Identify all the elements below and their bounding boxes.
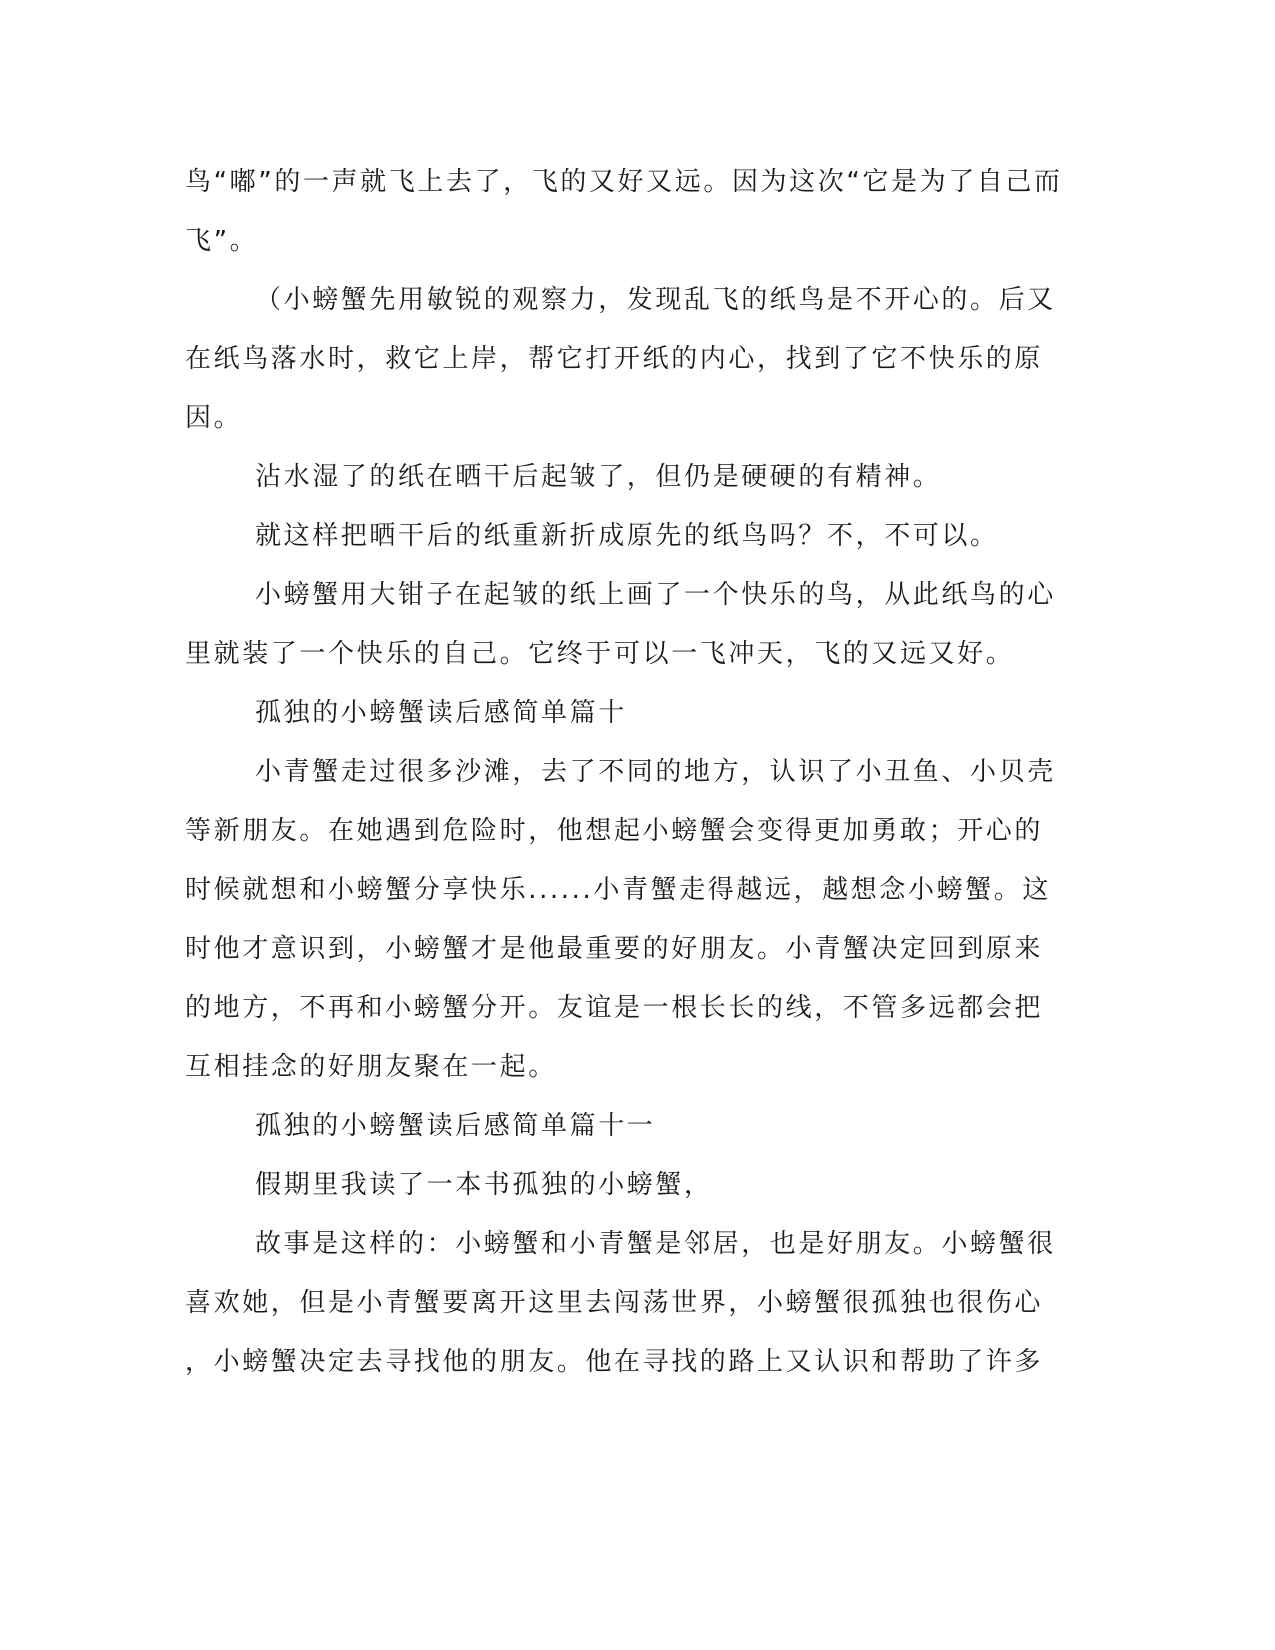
- paragraph-start: （小螃蟹先用敏锐的观察力，发现乱飞的纸鸟是不开心的。后又: [255, 285, 1056, 315]
- text-line: 喜欢她，但是小青蟹要离开这里去闯荡世界，小螃蟹很孤独也很伤心: [185, 1288, 1044, 1318]
- text-line: 的地方，不再和小螃蟹分开。友谊是一根长长的线，不管多远都会把: [185, 993, 1044, 1023]
- section-heading: 孤独的小螃蟹读后感简单篇十: [255, 698, 627, 728]
- paragraph-start: 假期里我读了一本书孤独的小螃蟹，: [255, 1170, 713, 1200]
- section-heading: 孤独的小螃蟹读后感简单篇十一: [255, 1111, 656, 1141]
- text-line: 鸟“嘟”的一声就飞上去了，飞的又好又远。因为这次“它是为了自己而: [185, 167, 1063, 197]
- text-line: 时候就想和小螃蟹分享快乐......小青蟹走得越远，越想念小螃蟹。这: [185, 875, 1051, 905]
- paragraph-start: 就这样把晒干后的纸重新折成原先的纸鸟吗？不，不可以。: [255, 521, 999, 551]
- text-line: 互相挂念的好朋友聚在一起。: [185, 1052, 557, 1082]
- paragraph-start: 沾水湿了的纸在晒干后起皱了，但仍是硬硬的有精神。: [255, 462, 942, 492]
- paragraph-start: 小螃蟹用大钳子在起皱的纸上画了一个快乐的鸟，从此纸鸟的心: [255, 580, 1056, 610]
- text-line: 飞”。: [185, 226, 259, 256]
- text-line: 里就装了一个快乐的自己。它终于可以一飞冲天，飞的又远又好。: [185, 639, 1015, 669]
- text-line: 等新朋友。在她遇到危险时，他想起小螃蟹会变得更加勇敢；开心的: [185, 816, 1044, 846]
- text-line: 时他才意识到，小螃蟹才是他最重要的好朋友。小青蟹决定回到原来: [185, 934, 1044, 964]
- text-line: 在纸鸟落水时，救它上岸，帮它打开纸的内心，找到了它不快乐的原: [185, 344, 1044, 374]
- text-line: 因。: [185, 403, 243, 433]
- paragraph-start: 小青蟹走过很多沙滩，去了不同的地方，认识了小丑鱼、小贝壳: [255, 757, 1056, 787]
- text-line: ，小螃蟹决定去寻找他的朋友。他在寻找的路上又认识和帮助了许多: [185, 1347, 1044, 1377]
- paragraph-start: 故事是这样的：小螃蟹和小青蟹是邻居，也是好朋友。小螃蟹很: [255, 1229, 1056, 1259]
